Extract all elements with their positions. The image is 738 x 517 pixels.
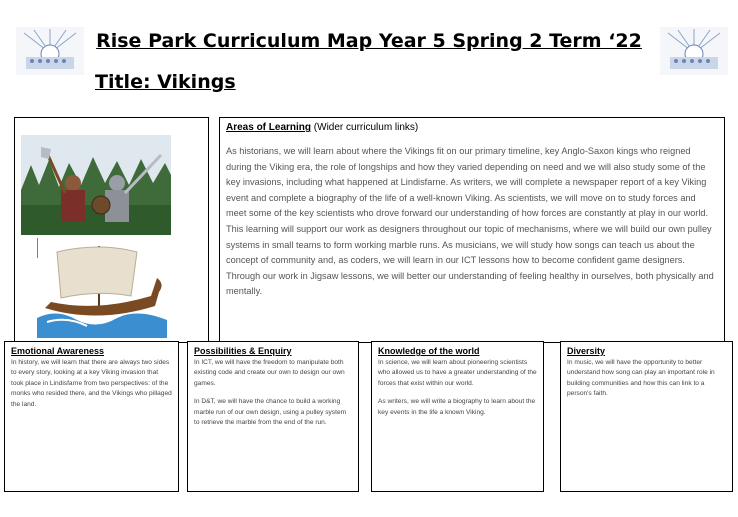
card-text: In music, we will have the opportunity to better understand how song can play an important role in building communities and how this can link to a person's faith. <box>567 359 715 398</box>
card-text: In history, we will learn that there are always two sides to every story, looking at a key Viking invasion that took place in Lindisfarne from two perspectives: of the monks who resided there, and the Vikings who pillaged the land. <box>11 359 172 408</box>
card-possibilities-enquiry <box>187 341 359 492</box>
card-text: In science, we will learn about pioneering scientists who allowed us to have a greater understanding of the forces that exist within our world. <box>378 359 537 387</box>
areas-of-learning-panel <box>219 117 725 343</box>
areas-text: As historians, we will learn about where the Vikings fit on our primary timeline, key Anglo-Saxon kings who reigned during the Viking era, the role of longships and how they varied depending on need and we will also study some of the key invasions, including what happened at Lindisfarne. As writers, we will complete a newspaper report of a key Viking event and complete a biography of the life of a well-known Viking. As scientists, we will move on to study forces and meet some of the key scientists who drove forward our understanding of how forces are constantly at play in our world. This learning will support our work as designers throughout our topic of mechanisms, where we will build our own pulley systems in small teams to form working marble runs. As musicians, we will study how songs can teach us about the concept of community and, as coders, we will learn in our ICT lessons how to become confident game designers. Through our work in Jigsaw lessons, we will better our understanding of feeling healthy in ourselves, both physically and mentally. <box>226 146 714 297</box>
card-title: Possibilities & Enquiry <box>194 346 292 356</box>
card-text: In D&T, we will have the chance to build a working marble run of our own design, using a pulley system to retrieve the marble from the end of the run. <box>194 398 347 427</box>
card-knowledge-of-the-world <box>371 341 544 492</box>
card-title: Knowledge of the world <box>378 346 480 356</box>
illustration-panel <box>14 117 209 343</box>
card-diversity <box>560 341 733 492</box>
page-title: Rise Park Curriculum Map Year 5 Spring 2 Term ‘22 <box>96 30 642 52</box>
card-text: As writers, we will write a biography to learn about the key events in the life a known Viking. <box>378 398 536 416</box>
card-emotional-awareness <box>4 341 179 492</box>
topic-title: Title: Vikings <box>95 71 236 93</box>
viking-battle-illustration <box>21 135 171 235</box>
areas-heading: Areas of Learning (Wider curriculum links) <box>226 122 419 133</box>
card-title: Emotional Awareness <box>11 346 105 356</box>
longship-illustration <box>37 238 167 338</box>
card-title: Diversity <box>567 346 606 356</box>
card-text: In ICT, we will have the freedom to manipulate both existing code and create our own to design our own games. <box>194 359 345 387</box>
